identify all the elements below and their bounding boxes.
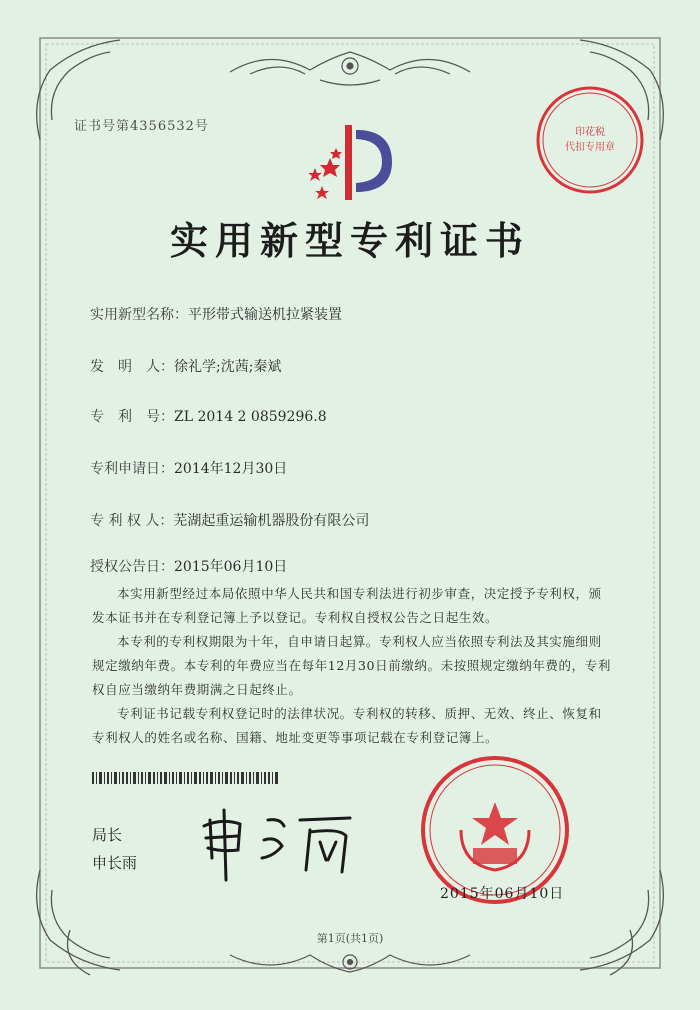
field-label: 实用新型名称： xyxy=(90,307,188,323)
field-application-date xyxy=(90,458,287,478)
seal-date: 2015年06月10日 xyxy=(440,886,565,902)
field-value: 平形带式输送机拉紧装置 xyxy=(188,307,342,323)
field-patent-number xyxy=(90,406,327,426)
field-value: ZL 2014 2 0859296.8 xyxy=(174,409,327,425)
field-label: 授权公告日： xyxy=(90,559,174,575)
svg-text:代扣专用章: 代扣专用章 xyxy=(565,142,615,153)
field-label: 专利申请日： xyxy=(90,461,174,477)
field-grant-date xyxy=(90,556,287,576)
field-value: 芜湖起重运输机器股份有限公司 xyxy=(173,513,370,529)
signatory-role: 局长 xyxy=(92,826,123,844)
top-ornament xyxy=(230,52,470,85)
barcode xyxy=(92,772,278,784)
tax-seal-stamp xyxy=(538,88,642,192)
field-patentee xyxy=(90,510,369,530)
field-label: 发 明 人： xyxy=(90,359,174,375)
field-value: 2015年06月10日 xyxy=(174,559,288,575)
field-label: 专 利 号： xyxy=(90,409,174,425)
svg-text:印花税: 印花税 xyxy=(575,127,605,138)
bottom-ornament xyxy=(230,955,470,972)
body-paragraph: 专利证书记载专利权登记时的法律状况。专利权的转移、质押、无效、终止、恢复和专利权人的姓名或名称、国籍、地址变更等事项记载在专利登记簿上。 xyxy=(92,706,602,745)
certificate-body xyxy=(92,582,612,750)
field-label: 专 利 权 人： xyxy=(90,513,174,529)
body-paragraph: 本实用新型经过本局依照中华人民共和国专利法进行初步审查，决定授予专利权，颁发本证书并在专利登记簿上予以登记。专利权自授权公告之日起生效。 xyxy=(92,586,602,625)
signatory-name: 申长雨 xyxy=(92,854,138,872)
cnipa-logo-icon xyxy=(308,125,392,200)
certificate-number: 证书号第4356532号 xyxy=(74,119,209,134)
handwritten-signature xyxy=(204,810,350,880)
page-number: 第1页(共1页) xyxy=(316,932,384,945)
body-paragraph: 本专利的专利权期限为十年，自申请日起算。专利权人应当依照专利法及其实施细则规定缴纳年费。本专利的年费应当在每年12月30日前缴纳。未按照规定缴纳年费的，专利权自应当缴纳年费期满之日起终止。 xyxy=(92,634,611,697)
field-value: 徐礼学;沈茜;秦斌 xyxy=(174,359,282,375)
field-value: 2014年12月30日 xyxy=(174,461,288,477)
page-title: 实用新型专利证书 xyxy=(169,218,530,263)
field-utility-model-name xyxy=(90,304,342,324)
national-seal-stamp xyxy=(423,758,567,902)
field-inventors xyxy=(90,356,281,376)
